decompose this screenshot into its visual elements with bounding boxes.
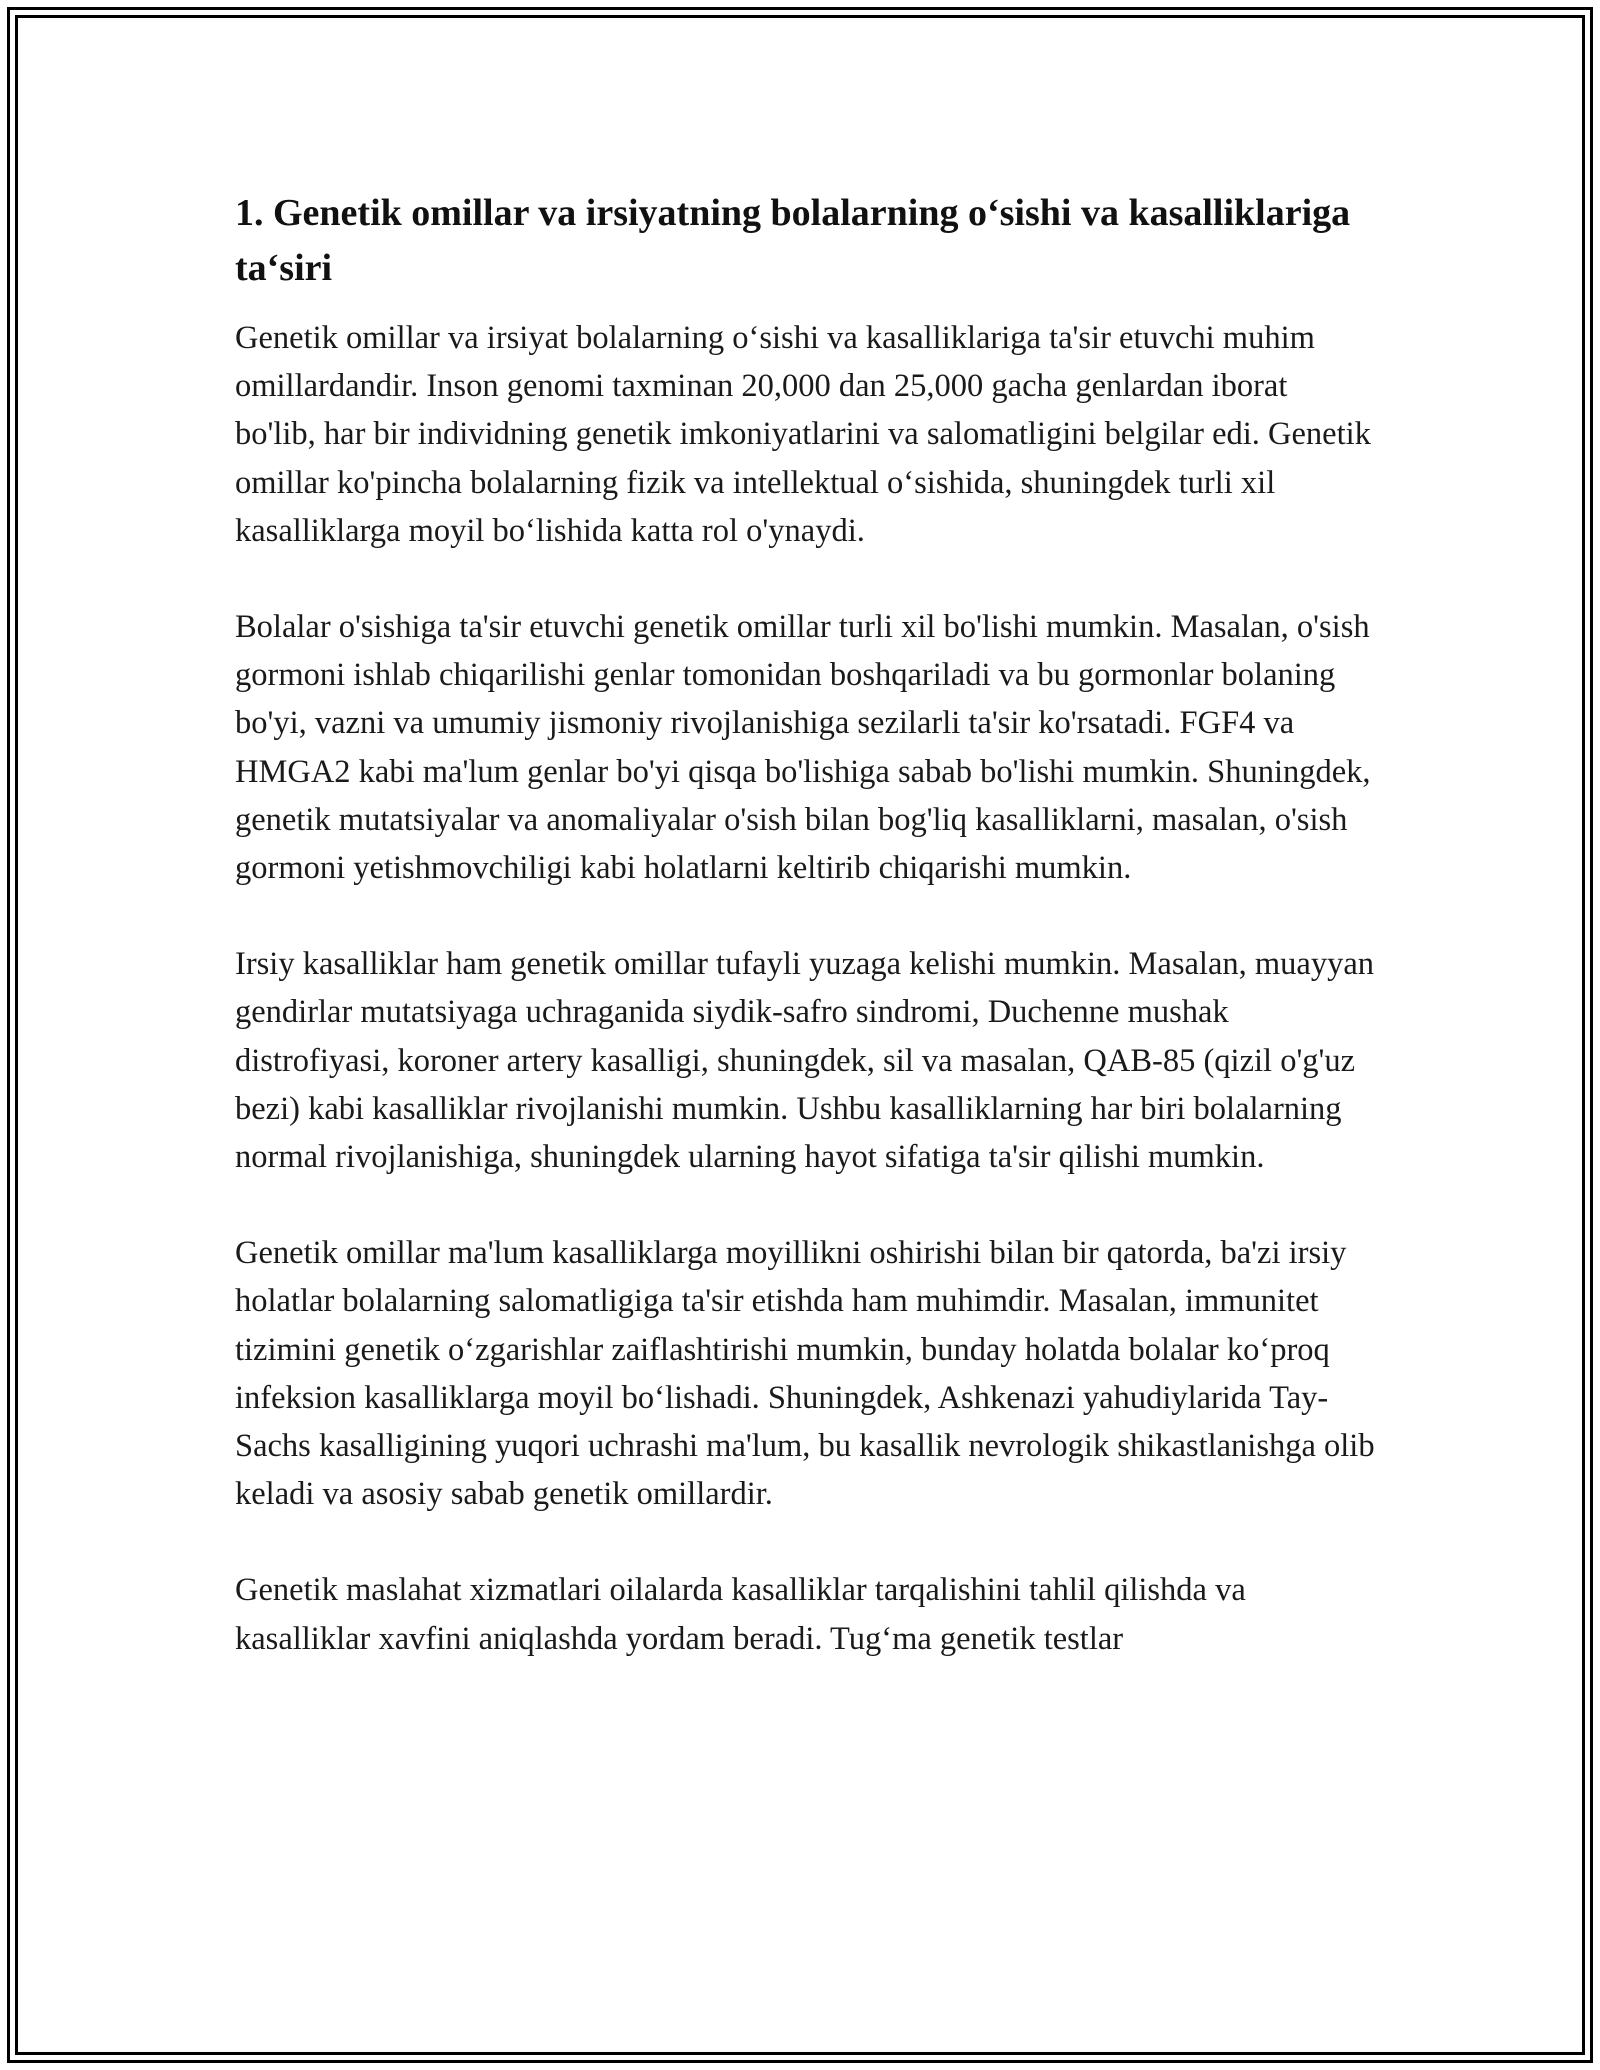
paragraph-3: Irsiy kasalliklar ham genetik omillar tufayli yuzaga kelishi mumkin. Masalan, muayyan gendirlar mutatsiyaga uchraganida siydik-safro sindromi, Duchenne mushak distrofiyasi, koroner artery kasalligi, shuningdek, sil va masalan, QAB-85 (qizil o'g'uz bezi) kabi kasalliklar rivojlanishi mumkin. Ushbu kasalliklarning har biri bolalarning normal rivojlanishiga, shuningdek ularning hayot sifatiga ta'sir qilishi mumkin.: [235, 946, 1375, 1176]
document-body: [235, 186, 1375, 1711]
paragraph-5: Genetik maslahat xizmatlari oilalarda kasalliklar tarqalishini tahlil qilishda va kasalliklar xavfini aniqlashda yordam beradi. Tug‘ma genetik testlar: [235, 1572, 1246, 1657]
paragraph-1: Genetik omillar va irsiyat bolalarning o‘sishi va kasalliklariga ta'sir etuvchi muhim omillardandir. Inson genomi taxminan 20,000 dan 25,000 gacha genlardan iborat bo'lib, har bir individning genetik imkoniyatlarini va salomatligini belgilar edi. Genetik omillar ko'pincha bolalarning fizik va intellektual o‘sishida, shuningdek turli xil kasalliklarga moyil bo‘lishida katta rol o'ynaydi.: [235, 320, 1371, 549]
paragraph-4: Genetik omillar ma'lum kasalliklarga moyillikni oshirishi bilan bir qatorda, ba'zi irsiy holatlar bolalarning salomatligiga ta'sir etishda ham muhimdir. Masalan, immunitet tizimini genetik o‘zgarishlar zaiflashtirishi mumkin, bunday holatda bolalar ko‘proq infeksion kasalliklarga moyil bo‘lishadi. Shuningdek, Ashkenazi yahudiylarida Tay-Sachs kasalligining yuqori uchrashi ma'lum, bu kasallik nevrologik shikastlanishga olib keladi va asosiy sabab genetik omillardir.: [235, 1235, 1375, 1513]
section-heading: 1. Genetik omillar va irsiyatning bolalarning o‘sishi va kasalliklariga ta‘siri: [235, 192, 1351, 289]
paragraph-2: Bolalar o'sishiga ta'sir etuvchi genetik omillar turli xil bo'lishi mumkin. Masalan, o'sish gormoni ishlab chiqarilishi genlar tomonidan boshqariladi va bu gormonlar bolaning bo'yi, vazni va umumiy jismoniy rivojlanishiga sezilarli ta'sir ko'rsatadi. FGF4 va HMGA2 kabi ma'lum genlar bo'yi qisqa bo'lishiga sabab bo'lishi mumkin. Shuningdek, genetik mutatsiyalar va anomaliyalar o'sish bilan bog'liq kasalliklarni, masalan, o'sish gormoni yetishmovchiligi kabi holatlarni keltirib chiqarishi mumkin.: [235, 609, 1371, 887]
